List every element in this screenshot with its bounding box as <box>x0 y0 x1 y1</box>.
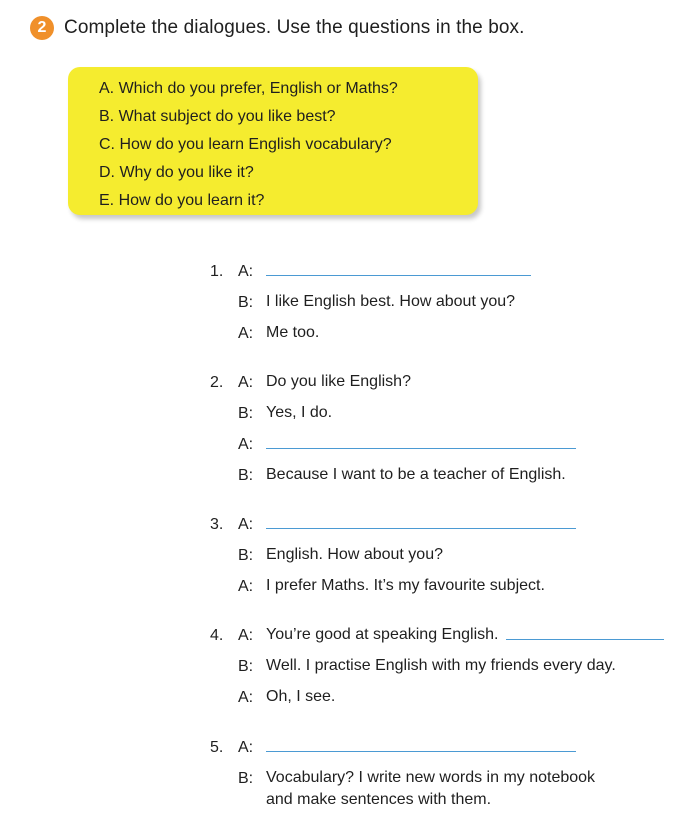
dialogue-1 <box>210 250 531 343</box>
speaker-label: A: <box>238 325 254 342</box>
question-item-b: B. What subject do you like best? <box>99 108 336 125</box>
speaker-label: A: <box>238 516 254 533</box>
dialogue-5 <box>210 726 595 810</box>
answer-blank[interactable] <box>266 274 531 276</box>
dialogue-line: I prefer Maths. It’s my favourite subject. <box>266 577 545 594</box>
dialogue-line: Vocabulary? I write new words in my notebook <box>266 769 596 786</box>
dialogue-line: Because I want to be a teacher of English. <box>266 466 566 483</box>
dialogue-2 <box>210 361 576 485</box>
dialogue-number: 5. <box>210 739 224 756</box>
speaker-label: A: <box>238 689 254 706</box>
dialogue-number: 1. <box>210 263 224 280</box>
speaker-label: B: <box>238 467 254 484</box>
answer-blank[interactable] <box>266 447 576 449</box>
dialogue-line: Do you like English? <box>266 373 411 390</box>
instruction-text: Complete the dialogues. Use the questions in the box. <box>64 17 525 38</box>
speaker-label: A: <box>238 436 254 453</box>
exercise-header <box>30 16 525 40</box>
question-item-c: C. How do you learn English vocabulary? <box>99 136 392 153</box>
dialogue-4 <box>210 614 664 707</box>
dialogue-line: Well. I practise English with my friends every day. <box>266 657 616 674</box>
dialogue-line: I like English best. How about you? <box>266 293 516 310</box>
speaker-label: B: <box>238 405 254 422</box>
speaker-label: A: <box>238 578 254 595</box>
dialogue-line: Oh, I see. <box>266 688 336 705</box>
dialogue-number: 3. <box>210 516 224 533</box>
dialogue-number: 2. <box>210 374 224 391</box>
answer-blank[interactable] <box>266 750 576 752</box>
speaker-label: B: <box>238 294 254 311</box>
dialogue-line-continued: and make sentences with them. <box>266 791 492 808</box>
dialogue-number: 4. <box>210 627 224 644</box>
speaker-label: A: <box>238 627 254 644</box>
speaker-label: B: <box>238 658 254 675</box>
speaker-label: B: <box>238 547 254 564</box>
answer-blank[interactable] <box>266 527 576 529</box>
question-item-a: A. Which do you prefer, English or Maths? <box>99 80 398 97</box>
question-item-e: E. How do you learn it? <box>99 192 265 209</box>
speaker-label: A: <box>238 263 254 280</box>
dialogue-3 <box>210 503 576 596</box>
answer-blank[interactable] <box>506 638 664 640</box>
exercise-number-badge: 2 <box>30 16 54 40</box>
question-box <box>68 67 478 215</box>
speaker-label: B: <box>238 770 254 787</box>
speaker-label: A: <box>238 739 254 756</box>
speaker-label: A: <box>238 374 254 391</box>
dialogue-line: You’re good at speaking English. <box>266 626 499 643</box>
dialogue-line: Me too. <box>266 324 320 341</box>
question-item-d: D. Why do you like it? <box>99 164 254 181</box>
dialogue-line: English. How about you? <box>266 546 443 563</box>
dialogue-line: Yes, I do. <box>266 404 333 421</box>
